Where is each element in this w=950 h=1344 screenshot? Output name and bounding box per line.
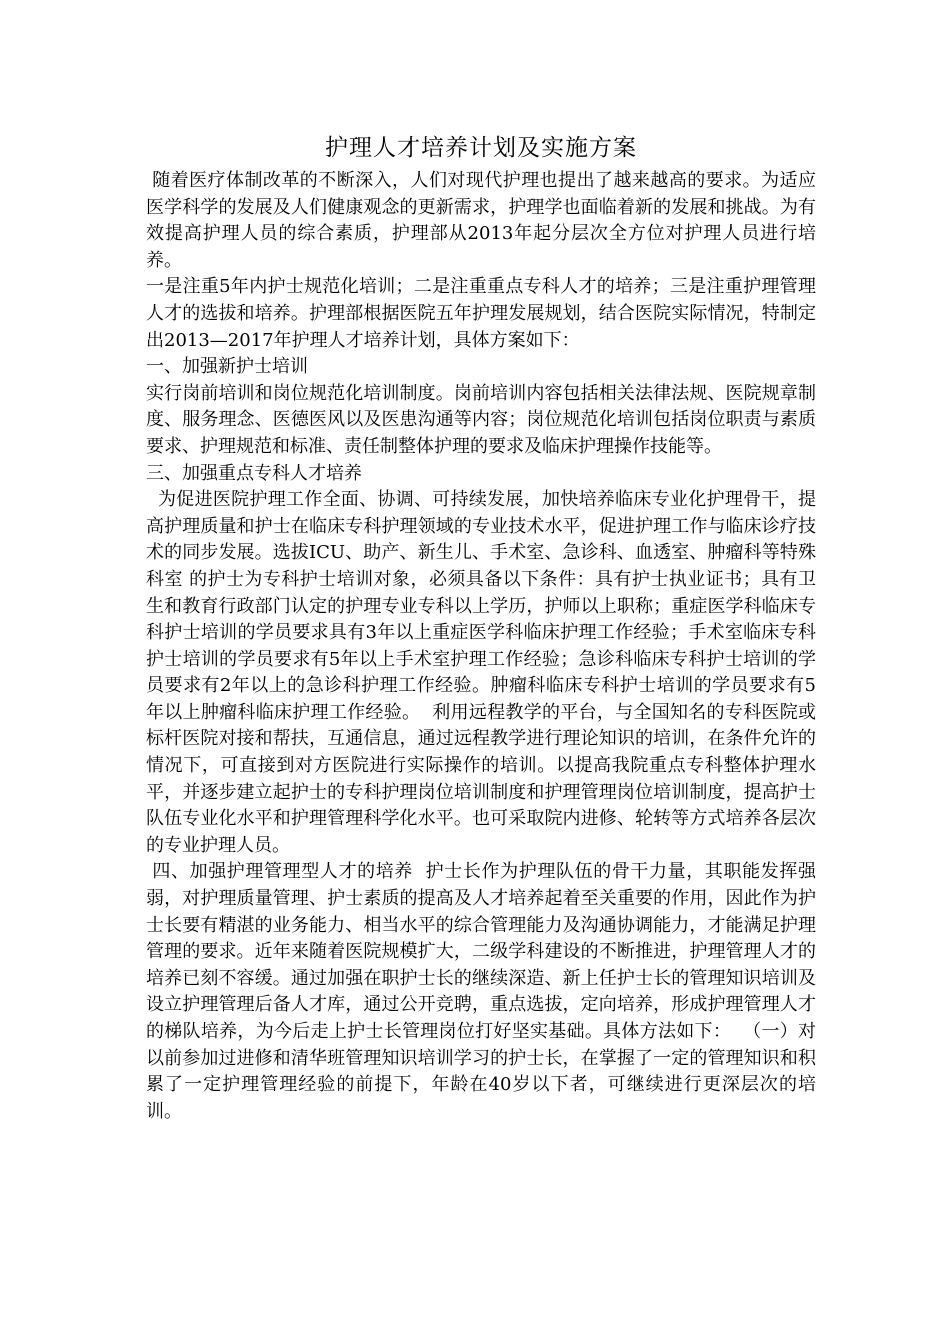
document-body [146, 168, 816, 1125]
body-paragraph: 随着医疗体制改革的不断深入，人们对现代护理也提出了越来越高的要求。为适应医学科学的发展及人们健康观念的更新需求，护理学也面临着新的发展和挑战。为有效提高护理人员的综合素质，护理部从2013年起分层次全方位对护理人员进行培养。 [146, 170, 816, 271]
body-paragraph: 实行岗前培训和岗位规范化培训制度。岗前培训内容包括相关法律法规、医院规章制度、服务理念、医德医风以及医患沟通等内容；岗位规范化培训包括岗位职责与素质要求、护理规范和标准、责任制整体护理的要求及临床护理操作技能等。 [146, 382, 816, 457]
body-paragraph: 为促进医院护理工作全面、协调、可持续发展，加快培养临床专业化护理骨干，提高护理质量和护士在临床专科护理领域的专业技术水平，促进护理工作与临床诊疗技术的同步发展。选拔ICU、助产、新生儿、手术室、急诊科、血透室、肿瘤科等特殊科室 的护士为专科护士培训对象，必须具备以下条件：具有护士执业证书；具有卫生和教育行政部门认定的护理专业专科以上学历，护师以上职称；重症医学科临床专科护士培训的学员要求具有3年以上重症医学科临床护理工作经验；手术室临床专科护士培训的学员要求有5年以上手术室护理工作经验；急诊科临床专科护士培训的学员要求有2年以上的急诊科护理工作经验。肿瘤科临床专科护士培训的学员要求有5年以上肿瘤科临床护理工作经验。 利用远程教学的平台，与全国知名的专科医院或标杆医院对接和帮扶，互通信息，通过远程教学进行理论知识的培训，在条件允许的情况下，可直接到对方医院进行实际操作的培训。以提高我院重点专科整体护理水平，并逐步建立起护士的专科护理岗位培训制度和护理管理岗位培训制度，提高护士队伍专业化水平和护理管理科学化水平。也可采取院内进修、轮转等方式培养各层次的专业护理人员。 [146, 489, 816, 856]
document-page [146, 132, 816, 1125]
section-heading: 三、加强重点专科人才培养 [146, 462, 362, 484]
section-heading: 一、加强新护士培训 [146, 356, 308, 378]
body-paragraph: 四、加强护理管理型人才的培养 护士长作为护理队伍的骨干力量，其职能发挥强弱，对护理质量管理、护士素质的提高及人才培养起着至关重要的作用，因此作为护士长要有精湛的业务能力、相当水平的综合管理能力及沟通协调能力，才能满足护理管理的要求。近年来随着医院规模扩大，二级学科建设的不断推进，护理管理人才的培养已刻不容缓。通过加强在职护士长的继续深造、新上任护士长的管理知识培训及设立护理管理后备人才库，通过公开竞聘，重点选拔，定向培养，形成护理管理人才的梯队培养，为今后走上护士长管理岗位打好坚实基础。具体方法如下： （一）对以前参加过进修和清华班管理知识培训学习的护士长，在掌握了一定的管理知识和积累了一定护理管理经验的前提下，年龄在40岁以下者，可继续进行更深层次的培训。 [146, 861, 816, 1122]
body-paragraph: 一是注重5年内护士规范化培训；二是注重重点专科人才的培养；三是注重护理管理人才的选拔和培养。护理部根据医院五年护理发展规划，结合医院实际情况，特制定出2013—2017年护理人才培养计划，具体方案如下： [146, 276, 816, 351]
document-title: 护理人才培养计划及实施方案 [325, 135, 637, 161]
